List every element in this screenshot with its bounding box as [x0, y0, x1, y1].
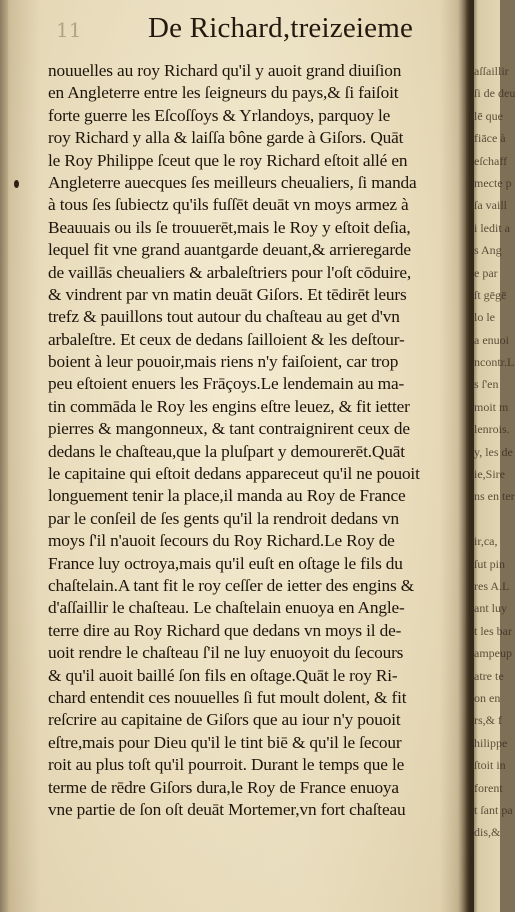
- text-line: de vaillās cheualiers & arbaleſtriers pour l'oſt cōduire,: [48, 262, 412, 282]
- text-line: pierres & mangonneux, & tant contraignirent ceux de: [48, 419, 410, 439]
- facing-page-fragment: i ledit a: [474, 220, 510, 235]
- margin-ink-mark: [14, 180, 19, 188]
- facing-page-fragment: ſi de deu: [474, 86, 515, 101]
- facing-page-fragment: [474, 508, 500, 530]
- text-line: France luy octroya,mais qu'il euſt en oſtage le fils du: [48, 553, 403, 573]
- facing-page-fragment: s Ang: [474, 243, 502, 258]
- facing-page-fragment: s ſ'en: [474, 377, 499, 392]
- text-line: & qu'il auoit baillé ſon fils en oſtage.Quāt le roy Ri-: [48, 665, 398, 685]
- facing-page-fragment: on en: [474, 690, 501, 705]
- facing-page-fragment: ant luy: [474, 601, 507, 616]
- page-number: 11: [56, 18, 82, 42]
- text-line: nouuelles au roy Richard qu'il y auoit grand diuiſion: [48, 61, 402, 80]
- facing-page-fragment: ſtoit in: [474, 758, 506, 773]
- text-line: Angleterre auecques ſes meilleurs cheualiers, ſi manda: [48, 172, 417, 192]
- facing-page-fragment: mecte p: [474, 175, 512, 190]
- text-line: tin commāda le Roy les engins eſtre leuez, & fit ietter: [48, 396, 410, 416]
- facing-page-edge: [474, 60, 515, 844]
- facing-page-fragment: a enuoi: [474, 332, 509, 347]
- text-line: vne partie de ſon oſt deuāt Mortemer,vn fort chaſteau: [48, 799, 406, 819]
- text-line: d'aſſaillir le chaſteau. Le chaſtelain enuoya en Angle-: [48, 598, 405, 618]
- facing-page-fragment: res A.L: [474, 578, 510, 593]
- facing-page-fragment: forent: [474, 780, 503, 795]
- facing-page-fragment: ir,ca,: [474, 534, 498, 549]
- text-line: & vindrent par vn matin deuāt Giſors. Et tēdirēt leurs: [48, 284, 407, 304]
- text-line: terme de rēdre Giſors dura,le Roy de France enuoya: [48, 777, 399, 797]
- facing-page-fragment: ſa vaill: [474, 198, 507, 213]
- facing-page-fragment: e par: [474, 265, 498, 280]
- facing-page-fragment: rs,& f: [474, 713, 502, 728]
- text-line: chaſtelain.A tant fit le roy ceſſer de ietter des engins &: [48, 575, 415, 595]
- facing-page-fragment: t les bar: [474, 623, 512, 638]
- text-line: dedans le chaſteau,que la pluſpart y demourerēt.Quāt: [48, 441, 405, 461]
- text-line: roy Richard y alla & laiſſa bône garde à Giſors. Quāt: [48, 128, 404, 148]
- text-line: trefz & pauillons tout autour du chaſteau au get d'vn: [48, 307, 400, 327]
- facing-page-fragment: lē que: [474, 108, 503, 123]
- facing-page-fragment: ampeup: [474, 646, 512, 661]
- facing-page-fragment: lenrois.: [474, 422, 510, 437]
- text-line: à tous ſes ſubiectz qu'ils fuſſēt deuāt vn moys armez à: [48, 195, 409, 215]
- text-line: chard entendit ces nouuelles ſi fut moult dolent, & fit: [48, 687, 407, 707]
- facing-page-fragment: t ſant pa: [474, 802, 513, 817]
- text-line: par le conſeil de ſes gents qu'il la rendroit dedans vn: [48, 508, 399, 528]
- text-line: Beauuais ou ils ſe trouuerēt,mais le Roy y eſtoit deſia,: [48, 217, 411, 237]
- facing-page-fragment: eſchaff: [474, 153, 508, 168]
- text-line: le capitaine qui eſtoit dedans appareceut qu'il ne pouoit: [48, 464, 420, 484]
- facing-page-fragment: ſt gēgē: [474, 287, 507, 302]
- text-line: roit au plus toſt qu'il pourroit. Durant le temps que le: [48, 755, 405, 775]
- text-line: le Roy Philippe ſceut que le roy Richard eſtoit allé en: [48, 150, 408, 170]
- facing-page-fragment: hilippe: [474, 735, 508, 750]
- facing-page-fragment: ns en ter: [474, 489, 515, 504]
- text-line: boient à leur pouoir,mais riens n'y faiſoient, car trop: [48, 352, 399, 372]
- text-line: eſtre,mais pour Dieu qu'il le tint biē & qu'il le ſecour: [48, 732, 402, 752]
- facing-page-fragment: fiāce à: [474, 131, 506, 146]
- book-gutter: [458, 0, 474, 912]
- text-line: lequel fit vne grand auantgarde deuant,& arrieregarde: [48, 240, 411, 260]
- facing-page-fragment: atre te: [474, 668, 504, 683]
- facing-page-fragment: ie,Sire: [474, 467, 505, 482]
- facing-page-fragment: lo le: [474, 310, 495, 325]
- text-line: moys ſ'il n'auoit ſecours du Roy Richard.Le Roy de: [48, 531, 395, 551]
- facing-page-fragment: aſſaillir: [474, 64, 509, 78]
- facing-page-fragment: dis,&: [474, 825, 501, 840]
- facing-page-fragment: y, les de: [474, 444, 513, 459]
- text-line: forte guerre les Eſcoſſoys & Yrlandoys, parquoy le: [48, 105, 391, 125]
- facing-page-fragment: ſut pin: [474, 556, 506, 571]
- text-line: longuement tenir la place,il manda au Roy de France: [48, 486, 406, 506]
- body-text: [48, 60, 474, 821]
- text-line: en Angleterre entre les ſeigneurs du pays,& ſi faiſoit: [48, 83, 399, 103]
- text-line: uoit rendre le chaſteau ſ'il ne luy enuoyoit du ſecours: [48, 643, 404, 663]
- text-line: arbaleſtre. Et ceux de dedans ſailloient & les deſtour-: [48, 329, 405, 349]
- facing-page-fragment: moit m: [474, 399, 509, 414]
- facing-page-fragment: ncontr.L: [474, 355, 515, 370]
- text-line: peu eſtoient enuers les Frāçoys.Le lendemain au ma-: [48, 374, 405, 394]
- text-line: terre dire au Roy Richard que dedans vn moys il de-: [48, 620, 402, 640]
- text-line: reſcrire au capitaine de Giſors que au iour n'y pouoit: [48, 710, 401, 730]
- book-page: [8, 0, 466, 912]
- running-head: De Richard,treizeieme: [148, 12, 414, 44]
